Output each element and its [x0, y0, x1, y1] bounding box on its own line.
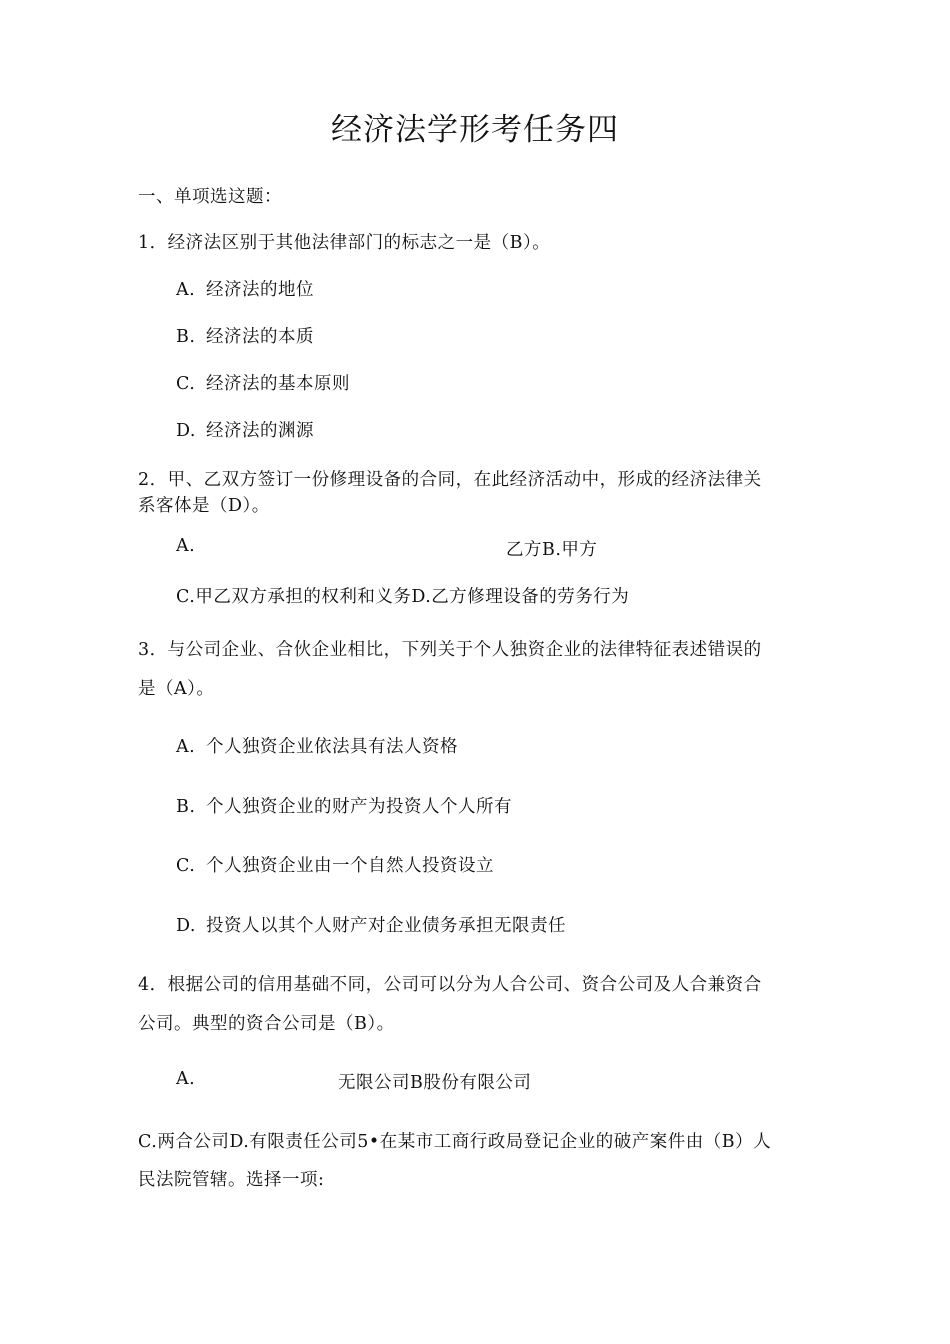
section-heading: 一、单项选这题： [138, 187, 282, 207]
option-text: 经济法的本质 [206, 327, 314, 347]
question-3-option-b [176, 793, 512, 818]
option-text: 经济法的渊源 [206, 421, 314, 441]
question-1-option-b [176, 323, 314, 348]
question-3-option-c [176, 852, 494, 877]
question-4-stem-line-1: 4．根据公司的信用基础不同，公司可以分为人合公司、资合公司及人合兼资合 [138, 975, 762, 995]
option-label: C. [176, 856, 196, 876]
question-1-option-a [176, 276, 314, 301]
question-2-option-a-label: A. [176, 536, 196, 556]
question-2-stem-line-2: 系客体是（D）。 [138, 496, 270, 516]
option-text: 个人独资企业的财产为投资人个人所有 [206, 797, 512, 817]
question-3-option-a [176, 733, 458, 758]
option-text: 个人独资企业依法具有法人资格 [206, 737, 458, 757]
question-4-stem-line-2: 公司。典型的资合公司是（B）。 [138, 1014, 395, 1034]
question-2-stem-line-1: 2．甲、乙双方签订一份修理设备的合同，在此经济活动中，形成的经济法律关 [138, 470, 762, 490]
question-4-option-a-label: A. [176, 1069, 196, 1089]
option-label: A. [176, 737, 196, 757]
question-4-option-c-d-line-2: 民法院管辖。选择一项: [138, 1170, 325, 1190]
question-1-option-d [176, 417, 314, 442]
question-1-option-c [176, 370, 350, 395]
option-text: 个人独资企业由一个自然人投资设立 [206, 856, 494, 876]
option-label: D. [176, 421, 196, 441]
question-2-option-a-b-text: 乙方B.甲方 [506, 540, 598, 560]
question-3-option-d [176, 912, 566, 937]
option-label: D. [176, 916, 196, 936]
option-label: B. [176, 327, 196, 347]
option-text: 投资人以其个人财产对企业债务承担无限责任 [206, 916, 566, 936]
question-2-option-c-d-text: C.甲乙双方承担的权利和义务D.乙方修理设备的劳务行为 [176, 587, 630, 607]
option-label: A. [176, 280, 196, 300]
document-title: 经济法学形考任务四 [331, 112, 619, 148]
option-text: 经济法的地位 [206, 280, 314, 300]
option-label: C. [176, 374, 196, 394]
option-text: 经济法的基本原则 [206, 374, 350, 394]
question-3-stem-line-2: 是（A）。 [138, 679, 215, 699]
question-3-stem-line-1: 3．与公司企业、合伙企业相比，下列关于个人独资企业的法律特征表述错误的 [138, 640, 762, 660]
question-4-option-c-d-line-1: C.两合公司D.有限责任公司5•在某市工商行政局登记企业的破产案件由（B）人 [138, 1132, 772, 1152]
option-label: B. [176, 797, 196, 817]
question-4-option-a-b-text: 无限公司B股份有限公司 [338, 1073, 532, 1093]
question-1-stem: 1．经济法区别于其他法律部门的标志之一是（B）。 [138, 233, 551, 253]
